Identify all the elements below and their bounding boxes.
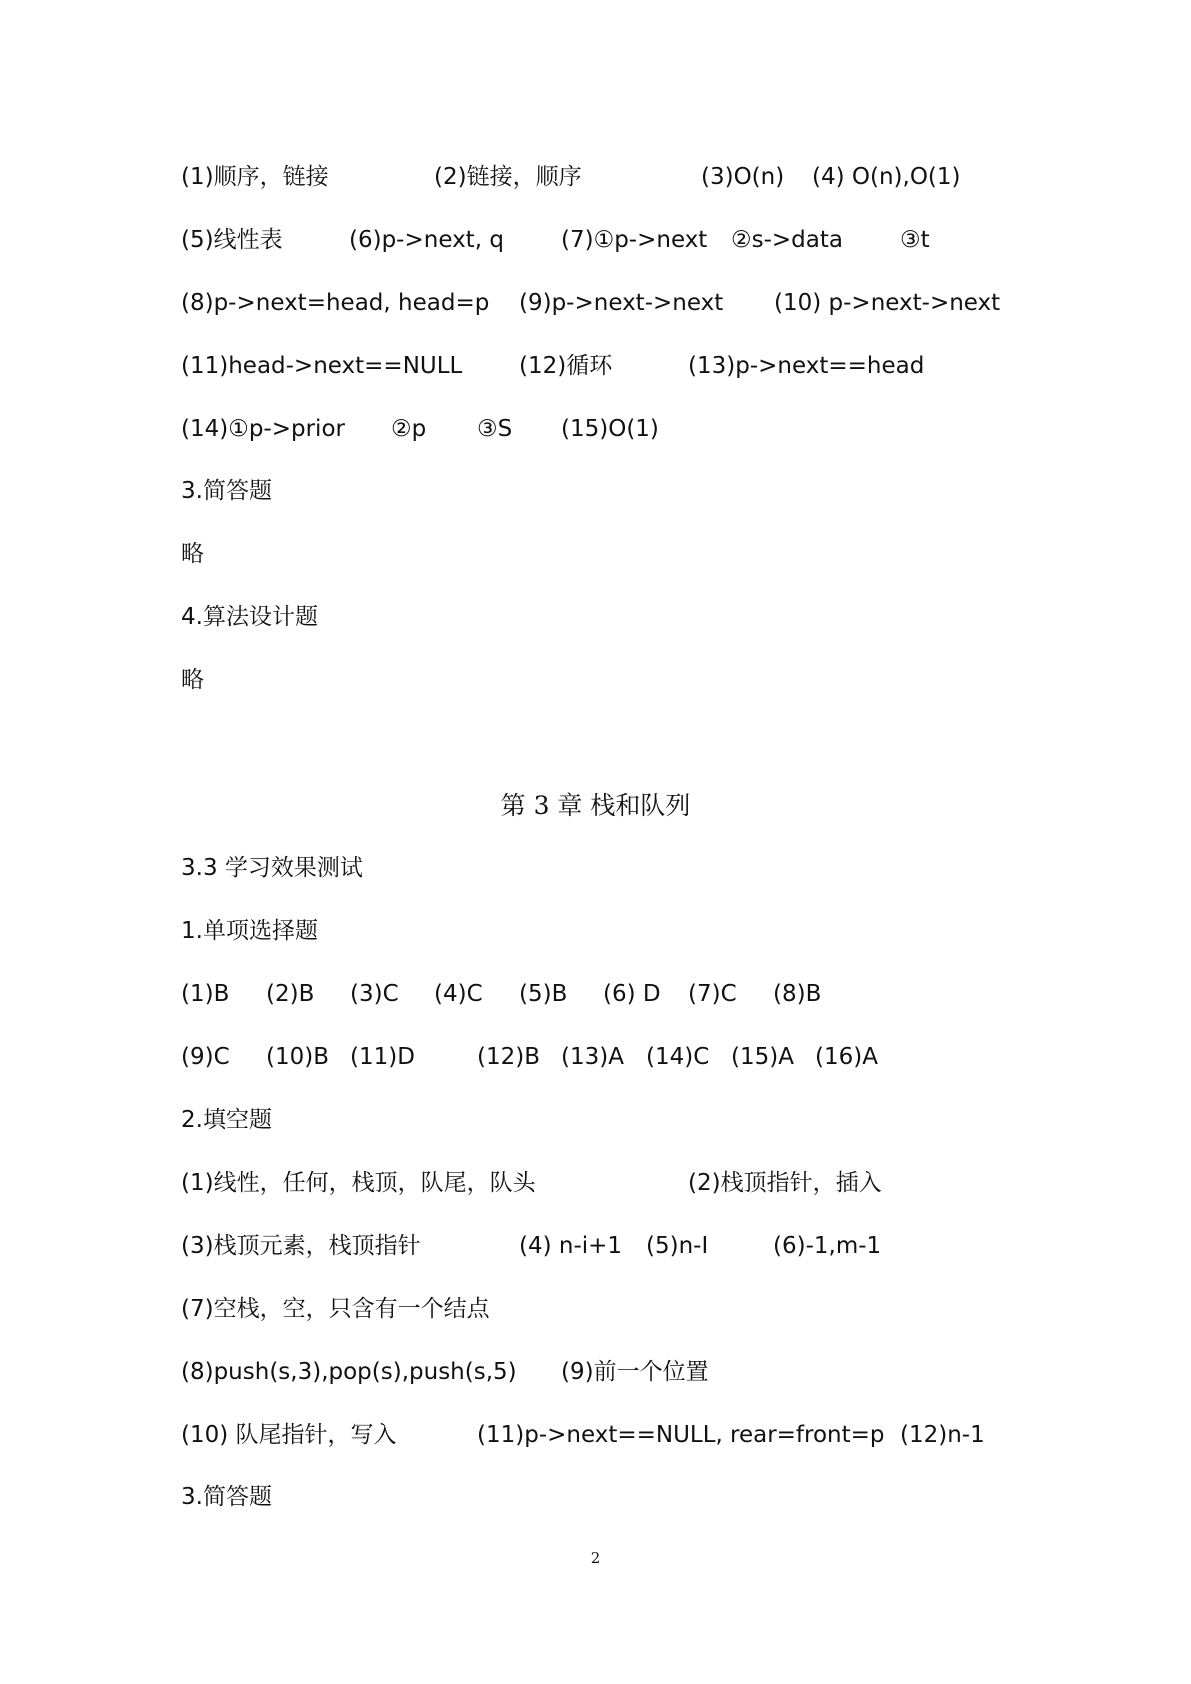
answer-item: (4) n-i+1: [519, 1233, 623, 1259]
page-number: 2: [590, 1549, 601, 1567]
answer-item: (10) 队尾指针，写入: [181, 1422, 397, 1448]
answer-item: (12)n-1: [900, 1422, 985, 1448]
answer-item: (3)栈顶元素，栈顶指针: [181, 1233, 421, 1259]
answer-item: ②p: [391, 416, 427, 442]
answer-item: (5)线性表: [181, 227, 283, 253]
answer-item: (11)D: [350, 1044, 415, 1070]
answer-item: (6)-1,m-1: [773, 1233, 882, 1259]
answer-item: (3)C: [350, 981, 399, 1007]
answer-item: (9)p->next->next: [519, 290, 724, 316]
answer-item: (2)B: [266, 981, 315, 1007]
answer-item: (15)O(1): [561, 416, 659, 442]
answer-item: (9)前一个位置: [561, 1359, 709, 1385]
answer-item: rear=front=p: [730, 1422, 885, 1448]
answer-item: (9)C: [181, 1044, 230, 1070]
answer-item: (7)C: [688, 981, 737, 1007]
answer-item: (13)p->next==head: [688, 353, 925, 379]
answer-item: (15)A: [731, 1044, 794, 1070]
answer-item: (8)B: [773, 981, 822, 1007]
answer-item: (10) p->next->next: [774, 290, 1001, 316]
answer-item: ③S: [477, 416, 513, 442]
answer-item: (11)p->next==NULL,: [477, 1422, 723, 1448]
answer-item: (11)head->next==NULL: [181, 353, 463, 379]
answer-item: ③t: [900, 227, 930, 253]
answer-item: (1)线性，任何，栈顶，队尾，队头: [181, 1170, 536, 1196]
answer-item: (2)链接，顺序: [434, 164, 582, 190]
document-page: (1)顺序，链接 (2)链接，顺序 (3)O(n) (4) O(n),O(1) (5)线性表 (6)p->next, q (7)①p->next ②s->data ③t (8)p->next=head, head=p (9)p->next->next (10) p->next->next (11)head->next==NULL (12)循环 (13)p->next==head (14)①p->prior ②p ③S (15)O(1) 3.简答题 略 4.算法设计题 略 第 3 章 栈和队列 3.3 学习效果测试 1.单项选择题 (1)B (2)B (3)C (4)C (5)B (6) D (7)C (8)B (9)C (10)B (11)D (12)B (13)A (14)C (15)A (16)A 2.填空题 (1)线性，任何，栈顶，队尾，队头 (2)栈顶指针，插入 (3)栈顶元素，栈顶指针 (4) n-i+1 (5)n-I (6)-1,m-1 (7)空栈，空，只含有一个结点 (8)push(s,3),pop(s),push(s,5) (9)前一个位置 (10) 队尾指针，写入 (11)p->next==NULL, rear=front=p (12)n-1 3.简答题 2: [0, 0, 1191, 1684]
answer-item: (4) O(n),O(1): [812, 164, 961, 190]
answer-item: (4)C: [434, 981, 483, 1007]
answer-item: ②s->data: [731, 227, 843, 253]
answer-item: (14)C: [646, 1044, 710, 1070]
answer-item: (7)①p->next: [561, 227, 708, 253]
answer-item: (7)空栈，空，只含有一个结点: [181, 1296, 490, 1322]
answer-item: (16)A: [815, 1044, 878, 1070]
answer-item: (6) D: [603, 981, 661, 1007]
answer-item: (1)顺序，链接: [181, 164, 329, 190]
answer-item: (5)B: [519, 981, 568, 1007]
answer-item: (1)B: [181, 981, 230, 1007]
answer-item: (3)O(n): [701, 164, 785, 190]
answer-item: (10)B: [266, 1044, 329, 1070]
answer-item: (12)循环: [519, 353, 613, 379]
answer-item: (12)B: [477, 1044, 540, 1070]
answer-item: (2)栈顶指针，插入: [688, 1170, 882, 1196]
answer-item: (8)push(s,3),pop(s),push(s,5): [181, 1359, 517, 1385]
answer-item: (8)p->next=head, head=p: [181, 290, 490, 316]
answer-item: (5)n-I: [646, 1233, 709, 1259]
chapter-title: 第 3 章 栈和队列: [500, 791, 691, 820]
answer-item: (14)①p->prior: [181, 416, 345, 442]
answer-item: (13)A: [561, 1044, 624, 1070]
answer-item: (6)p->next, q: [349, 227, 504, 253]
